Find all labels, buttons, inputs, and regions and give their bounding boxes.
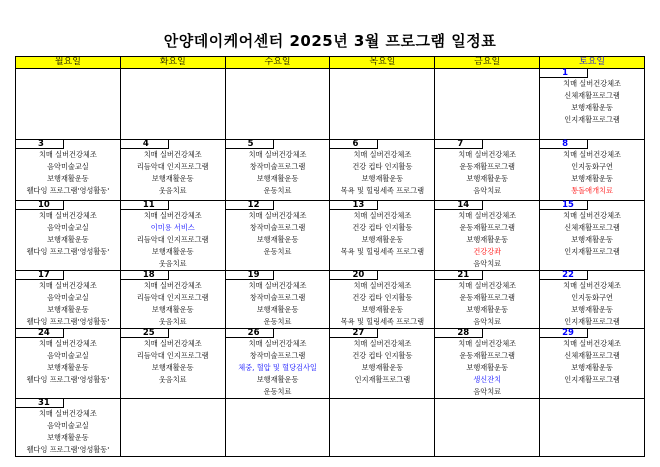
- program-item: 치매 실버건강체조: [143, 211, 202, 220]
- program-item: 치매 실버건강체조: [38, 211, 97, 220]
- program-item: 보행재활운동: [151, 174, 194, 183]
- program-item: 웃음치료: [158, 259, 187, 268]
- program-item: 리듬악대 인지프로그램: [136, 235, 209, 244]
- day-cell: [120, 271, 225, 329]
- program-item: 음악치료: [473, 186, 502, 195]
- day-cell: [330, 140, 435, 201]
- program-item: 치매 실버건강체조: [563, 150, 621, 159]
- program-item: 치매 실버건강체조: [38, 281, 97, 290]
- program-item: 보행재활운동: [361, 363, 404, 372]
- program-item: 웰다잉 프로그램'영성활동': [26, 317, 110, 326]
- program-list: [121, 201, 225, 270]
- program-item: 인지재활프로그램: [564, 247, 620, 256]
- program-item: 치매 실버건강체조: [143, 150, 202, 159]
- weekday-header: 화요일: [120, 57, 225, 69]
- program-item: 치매 실버건강체조: [458, 211, 517, 220]
- program-item: 웃음치료: [158, 317, 187, 326]
- program-item: 치매 실버건강체조: [353, 150, 412, 159]
- date-number: 3: [16, 140, 64, 149]
- program-item: 치매 실버건강체조: [563, 79, 621, 88]
- weekday-header: 목요일: [330, 57, 435, 69]
- program-item: 보행재활운동: [571, 305, 613, 314]
- date-number: 20: [330, 271, 378, 280]
- program-item: 보행재활운동: [256, 305, 299, 314]
- day-cell: [16, 329, 121, 399]
- day-cell: [16, 140, 121, 201]
- program-item: 치매 실버건강체조: [248, 339, 307, 348]
- date-number: 15: [540, 201, 588, 210]
- page-title: 안양데이케어센터 2025년 3월 프로그램 일정표: [163, 32, 497, 50]
- program-list: [226, 329, 330, 398]
- program-item: 창작미술프로그램: [249, 293, 306, 302]
- program-item: 신체재활프로그램: [564, 91, 620, 100]
- day-cell: [435, 271, 540, 329]
- weekday-header: 금요일: [435, 57, 540, 69]
- day-cell: [435, 140, 540, 201]
- day-cell: [225, 399, 330, 457]
- program-item: 음악미술교실: [47, 162, 89, 171]
- program-item: 치매 실버건강체조: [458, 281, 517, 290]
- day-cell: [330, 69, 435, 140]
- program-item: 보행재활운동: [361, 305, 404, 314]
- program-item: 보행재활운동: [361, 174, 404, 183]
- program-item: 목욕 및 힐링세족 프로그램: [340, 317, 425, 326]
- program-item: 목욕 및 힐링세족 프로그램: [340, 247, 425, 256]
- day-cell: [225, 140, 330, 201]
- program-item: 보행재활운동: [466, 174, 509, 183]
- program-item: 보행재활운동: [571, 174, 613, 183]
- program-item: 보행재활운동: [256, 235, 299, 244]
- program-item: 생신잔치: [473, 375, 502, 384]
- program-item: 보행재활운동: [47, 363, 89, 372]
- day-cell: [120, 140, 225, 201]
- day-cell: [120, 329, 225, 399]
- program-item: 보행재활운동: [466, 305, 509, 314]
- program-item: 보행재활운동: [361, 235, 404, 244]
- program-item: 창작미술프로그램: [249, 223, 306, 232]
- day-cell: [225, 201, 330, 271]
- program-item: 보행재활운동: [256, 174, 299, 183]
- program-item: 웃음치료: [158, 375, 187, 384]
- program-item: 목욕 및 힐링세족 프로그램: [340, 186, 425, 195]
- program-item: 신체재활프로그램: [564, 351, 620, 360]
- program-item: 치매 실버건강체조: [458, 150, 517, 159]
- program-item: 음악치료: [473, 259, 502, 268]
- program-item: 음악치료: [473, 387, 502, 396]
- program-item: 운동치료: [263, 387, 292, 396]
- program-item: 인지재활프로그램: [564, 317, 620, 326]
- program-item: 치매 실버건강체조: [248, 150, 307, 159]
- program-item: 통돌애개치료: [571, 186, 613, 195]
- week-row: [16, 140, 645, 201]
- weekday-header: 토요일: [540, 57, 645, 69]
- date-number: 10: [16, 201, 64, 210]
- day-cell: [435, 329, 540, 399]
- week-row: [16, 329, 645, 399]
- date-number: 28: [435, 329, 483, 338]
- program-item: 보행재활운동: [47, 174, 89, 183]
- program-item: 리듬악대 인지프로그램: [136, 162, 209, 171]
- day-cell: [330, 329, 435, 399]
- program-item: 인지동화구연: [571, 293, 613, 302]
- date-number: 26: [226, 329, 274, 338]
- program-item: 건강강좌: [473, 247, 502, 256]
- program-item: 치매 실버건강체조: [563, 281, 621, 290]
- program-item: 보행재활운동: [571, 363, 613, 372]
- program-item: 웃음치료: [158, 186, 187, 195]
- program-item: 리듬악대 인지프로그램: [136, 351, 209, 360]
- program-item: 건강 컵타 인지활동: [352, 162, 413, 171]
- day-cell: [120, 201, 225, 271]
- program-item: 건강 컵타 인지활동: [352, 223, 413, 232]
- date-number: 8: [540, 140, 588, 149]
- date-number: 22: [540, 271, 588, 280]
- program-item: 치매 실버건강체조: [248, 211, 307, 220]
- program-item: 치매 실버건강체조: [143, 339, 202, 348]
- program-item: 보행재활운동: [47, 235, 89, 244]
- program-item: 운동치료: [263, 186, 292, 195]
- day-cell: [225, 271, 330, 329]
- day-cell: [540, 329, 645, 399]
- day-cell: [120, 399, 225, 457]
- day-cell: [16, 201, 121, 271]
- program-item: 치매 실버건강체조: [563, 211, 621, 220]
- day-cell: [540, 69, 645, 140]
- program-item: 치매 실버건강체조: [38, 150, 97, 159]
- day-cell: [540, 201, 645, 271]
- program-item: 보행재활운동: [466, 363, 509, 372]
- date-number: 19: [226, 271, 274, 280]
- program-item: 운동재활프로그램: [459, 351, 515, 360]
- date-number: 1: [540, 69, 588, 78]
- date-number: 27: [330, 329, 378, 338]
- program-item: 치매 실버건강체조: [38, 339, 97, 348]
- day-cell: [16, 399, 121, 457]
- program-item: 보행재활운동: [47, 305, 89, 314]
- program-item: 체중, 혈압 및 혈당검사일: [238, 363, 317, 372]
- program-item: 운동치료: [263, 317, 292, 326]
- program-item: 치매 실버건강체조: [353, 339, 412, 348]
- date-number: 31: [16, 399, 64, 408]
- date-number: 5: [226, 140, 274, 149]
- day-cell: [435, 399, 540, 457]
- program-item: 보행재활운동: [466, 235, 509, 244]
- weekday-header: 월요일: [16, 57, 121, 69]
- program-item: 운동재활프로그램: [459, 162, 515, 171]
- program-item: 보행재활운동: [151, 305, 194, 314]
- date-number: 12: [226, 201, 274, 210]
- program-item: 보행재활운동: [256, 375, 299, 384]
- day-cell: [540, 399, 645, 457]
- program-list: [435, 329, 539, 398]
- program-item: 건강 컵타 인지활동: [352, 351, 413, 360]
- date-number: 6: [330, 140, 378, 149]
- date-number: 14: [435, 201, 483, 210]
- date-number: 4: [121, 140, 169, 149]
- day-cell: [435, 201, 540, 271]
- program-item: 리듬악대 인지프로그램: [136, 293, 209, 302]
- program-item: 인지재활프로그램: [354, 375, 411, 384]
- program-item: 창작미술프로그램: [249, 162, 306, 171]
- week-row: [16, 399, 645, 457]
- day-cell: [540, 271, 645, 329]
- date-number: 24: [16, 329, 64, 338]
- program-item: 창작미술프로그램: [249, 351, 306, 360]
- weekday-header-row: [16, 57, 645, 69]
- program-item: 보행재활운동: [151, 363, 194, 372]
- program-item: 음악미술교실: [47, 223, 89, 232]
- program-item: 음악치료: [473, 317, 502, 326]
- day-cell: [540, 140, 645, 201]
- program-item: 음악미술교실: [47, 351, 89, 360]
- program-item: 치매 실버건강체조: [353, 211, 412, 220]
- date-number: 11: [121, 201, 169, 210]
- day-cell: [16, 271, 121, 329]
- date-number: 29: [540, 329, 588, 338]
- week-row: [16, 69, 645, 140]
- program-item: 치매 실버건강체조: [458, 339, 517, 348]
- program-item: 이미용 서비스: [150, 223, 195, 232]
- program-item: 보행재활운동: [571, 103, 613, 112]
- program-item: 보행재활운동: [47, 433, 89, 442]
- program-list: [435, 201, 539, 270]
- program-item: 인지동화구연: [571, 162, 613, 171]
- day-cell: [330, 399, 435, 457]
- schedule-table: [15, 56, 645, 457]
- week-row: [16, 201, 645, 271]
- program-item: 웰다잉 프로그램'영성활동': [26, 445, 110, 454]
- program-item: 웰다잉 프로그램'영성활동': [26, 247, 110, 256]
- week-row: [16, 271, 645, 329]
- program-item: 인지재활프로그램: [564, 115, 620, 124]
- day-cell: [330, 271, 435, 329]
- day-cell: [120, 69, 225, 140]
- program-item: 음악미술교실: [47, 293, 89, 302]
- program-item: 보행재활운동: [151, 247, 194, 256]
- program-item: 치매 실버건강체조: [38, 409, 97, 418]
- date-number: 21: [435, 271, 483, 280]
- day-cell: [435, 69, 540, 140]
- program-item: 치매 실버건강체조: [563, 339, 621, 348]
- weekday-header: 수요일: [225, 57, 330, 69]
- program-item: 보행재활운동: [571, 235, 613, 244]
- program-item: 치매 실버건강체조: [143, 281, 202, 290]
- day-cell: [330, 201, 435, 271]
- day-cell: [225, 329, 330, 399]
- program-item: 웰다잉 프로그램'영성활동': [26, 375, 110, 384]
- day-cell: [225, 69, 330, 140]
- program-item: 치매 실버건강체조: [353, 281, 412, 290]
- program-item: 음악미술교실: [47, 421, 89, 430]
- date-number: 25: [121, 329, 169, 338]
- program-item: 건강 컵타 인지활동: [352, 293, 413, 302]
- program-item: 인지재활프로그램: [564, 375, 620, 384]
- program-item: 운동치료: [263, 247, 292, 256]
- program-item: 운동재활프로그램: [459, 223, 515, 232]
- day-cell: [16, 69, 121, 140]
- date-number: 17: [16, 271, 64, 280]
- program-item: 치매 실버건강체조: [248, 281, 307, 290]
- program-item: 운동재활프로그램: [459, 293, 515, 302]
- program-item: 신체재활프로그램: [564, 223, 620, 232]
- date-number: 18: [121, 271, 169, 280]
- program-item: 웰다잉 프로그램'영성활동': [26, 186, 110, 195]
- date-number: 13: [330, 201, 378, 210]
- date-number: 7: [435, 140, 483, 149]
